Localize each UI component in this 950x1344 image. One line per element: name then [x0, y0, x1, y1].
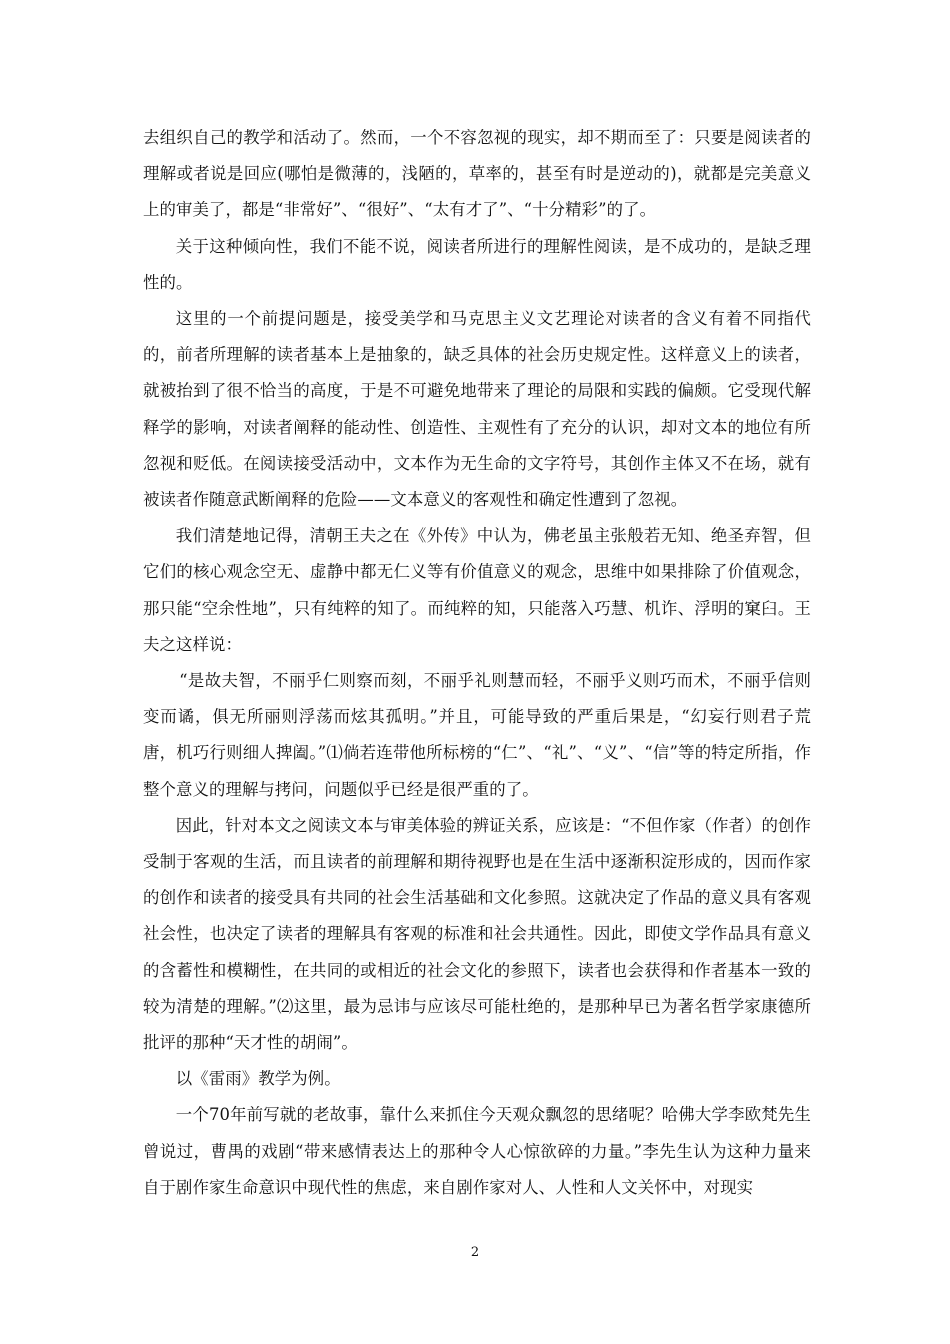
- paragraph-dialectic: 因此，针对本文之阅读文本与审美体验的辨证关系，应该是：“不但作家（作者）的创作受制于客观的生活，而且读者的前理解和期待视野也是在生活中逐渐积淀形成的，因而作家的创作和读者的接受具有共同的社会生活基础和文化参照。这就决定了作品的意义具有客观社会性，也决定了读者的理解具有客观的标准和社会共通性。因此，即使文学作品具有意义的含蓄性和模糊性，在共同的或相近的社会文化的参照下，读者也会获得和作者基本一致的较为清楚的理解。”⑵这里，最为忌讳与应该尽可能杜绝的，是那种早已为著名哲学家康德所批评的那种“天才性的胡闹”。: [143, 815, 811, 1053]
- page-number: 2: [470, 1245, 480, 1260]
- paragraph-quotation: “是故夫智，不丽乎仁则察而刻，不丽乎礼则慧而轻，不丽乎义则巧而术，不丽乎信则变而谲，俱无所丽则浮荡而炫其孤明。”并且，可能导致的严重后果是，“幻妄行则君子荒唐，机巧行则细人捭阖。”⑴倘若连带他所标榜的“仁”、“礼”、“义”、“信”等的特定所指，作整个意义的理解与拷问，问题似乎已经是很严重的了。: [143, 671, 811, 799]
- paragraph-continuation: 去组织自己的教学和活动了。然而，一个不容忽视的现实，却不期而至了：只要是阅读者的理解或者说是回应(哪怕是微薄的，浅陋的，草率的，甚至有时是逆动的)，就都是完美意义上的审美了，都是“非常好”、“很好”、“太有才了”、“十分精彩”的了。: [143, 128, 811, 220]
- paragraph-premise: 这里的一个前提问题是，接受美学和马克思主义文艺理论对读者的含义有着不同指代的，前者所理解的读者基本上是抽象的，缺乏具体的社会历史规定性。这样意义上的读者，就被抬到了很不恰当的高度，于是不可避免地带来了理论的局限和实践的偏颇。它受现代解释学的影响，对读者阐释的能动性、创造性、主观性有了充分的认识，却对文本的地位有所忽视和贬低。在阅读接受活动中，文本作为无生命的文字符号，其创作主体又不在场，就有被读者作随意武断阐释的危险——文本意义的客观性和确定性遭到了忽视。: [143, 309, 811, 510]
- paragraph-example: 以《雷雨》教学为例。: [175, 1069, 341, 1089]
- paragraph-thunderstorm: 一个70年前写就的老故事，靠什么来抓住今天观众飘忽的思绪呢？哈佛大学李欧梵先生曾说过，曹禺的戏剧“带来感情表达上的那种令人心惊欲碎的力量。”李先生认为这种力量来自于剧作家生命意识中现代性的焦虑，来自剧作家对人、人性和人文关怀中，对现实: [143, 1105, 811, 1197]
- body-text: [143, 120, 811, 1206]
- paragraph-tendency: 关于这种倾向性，我们不能不说，阅读者所进行的理解性阅读，是不成功的，是缺乏理性的。: [143, 236, 811, 292]
- paragraph-wang-fuzhi: 我们清楚地记得，清朝王夫之在《外传》中认为，佛老虽主张般若无知、绝圣弃智，但它们的核心观念空无、虚静中都无仁义等有价值意义的观念，思维中如果排除了价值观念，那只能“空余性地”，只有纯粹的知了。而纯粹的知，只能落入巧慧、机诈、浮明的窠臼。王夫之这样说：: [143, 526, 811, 654]
